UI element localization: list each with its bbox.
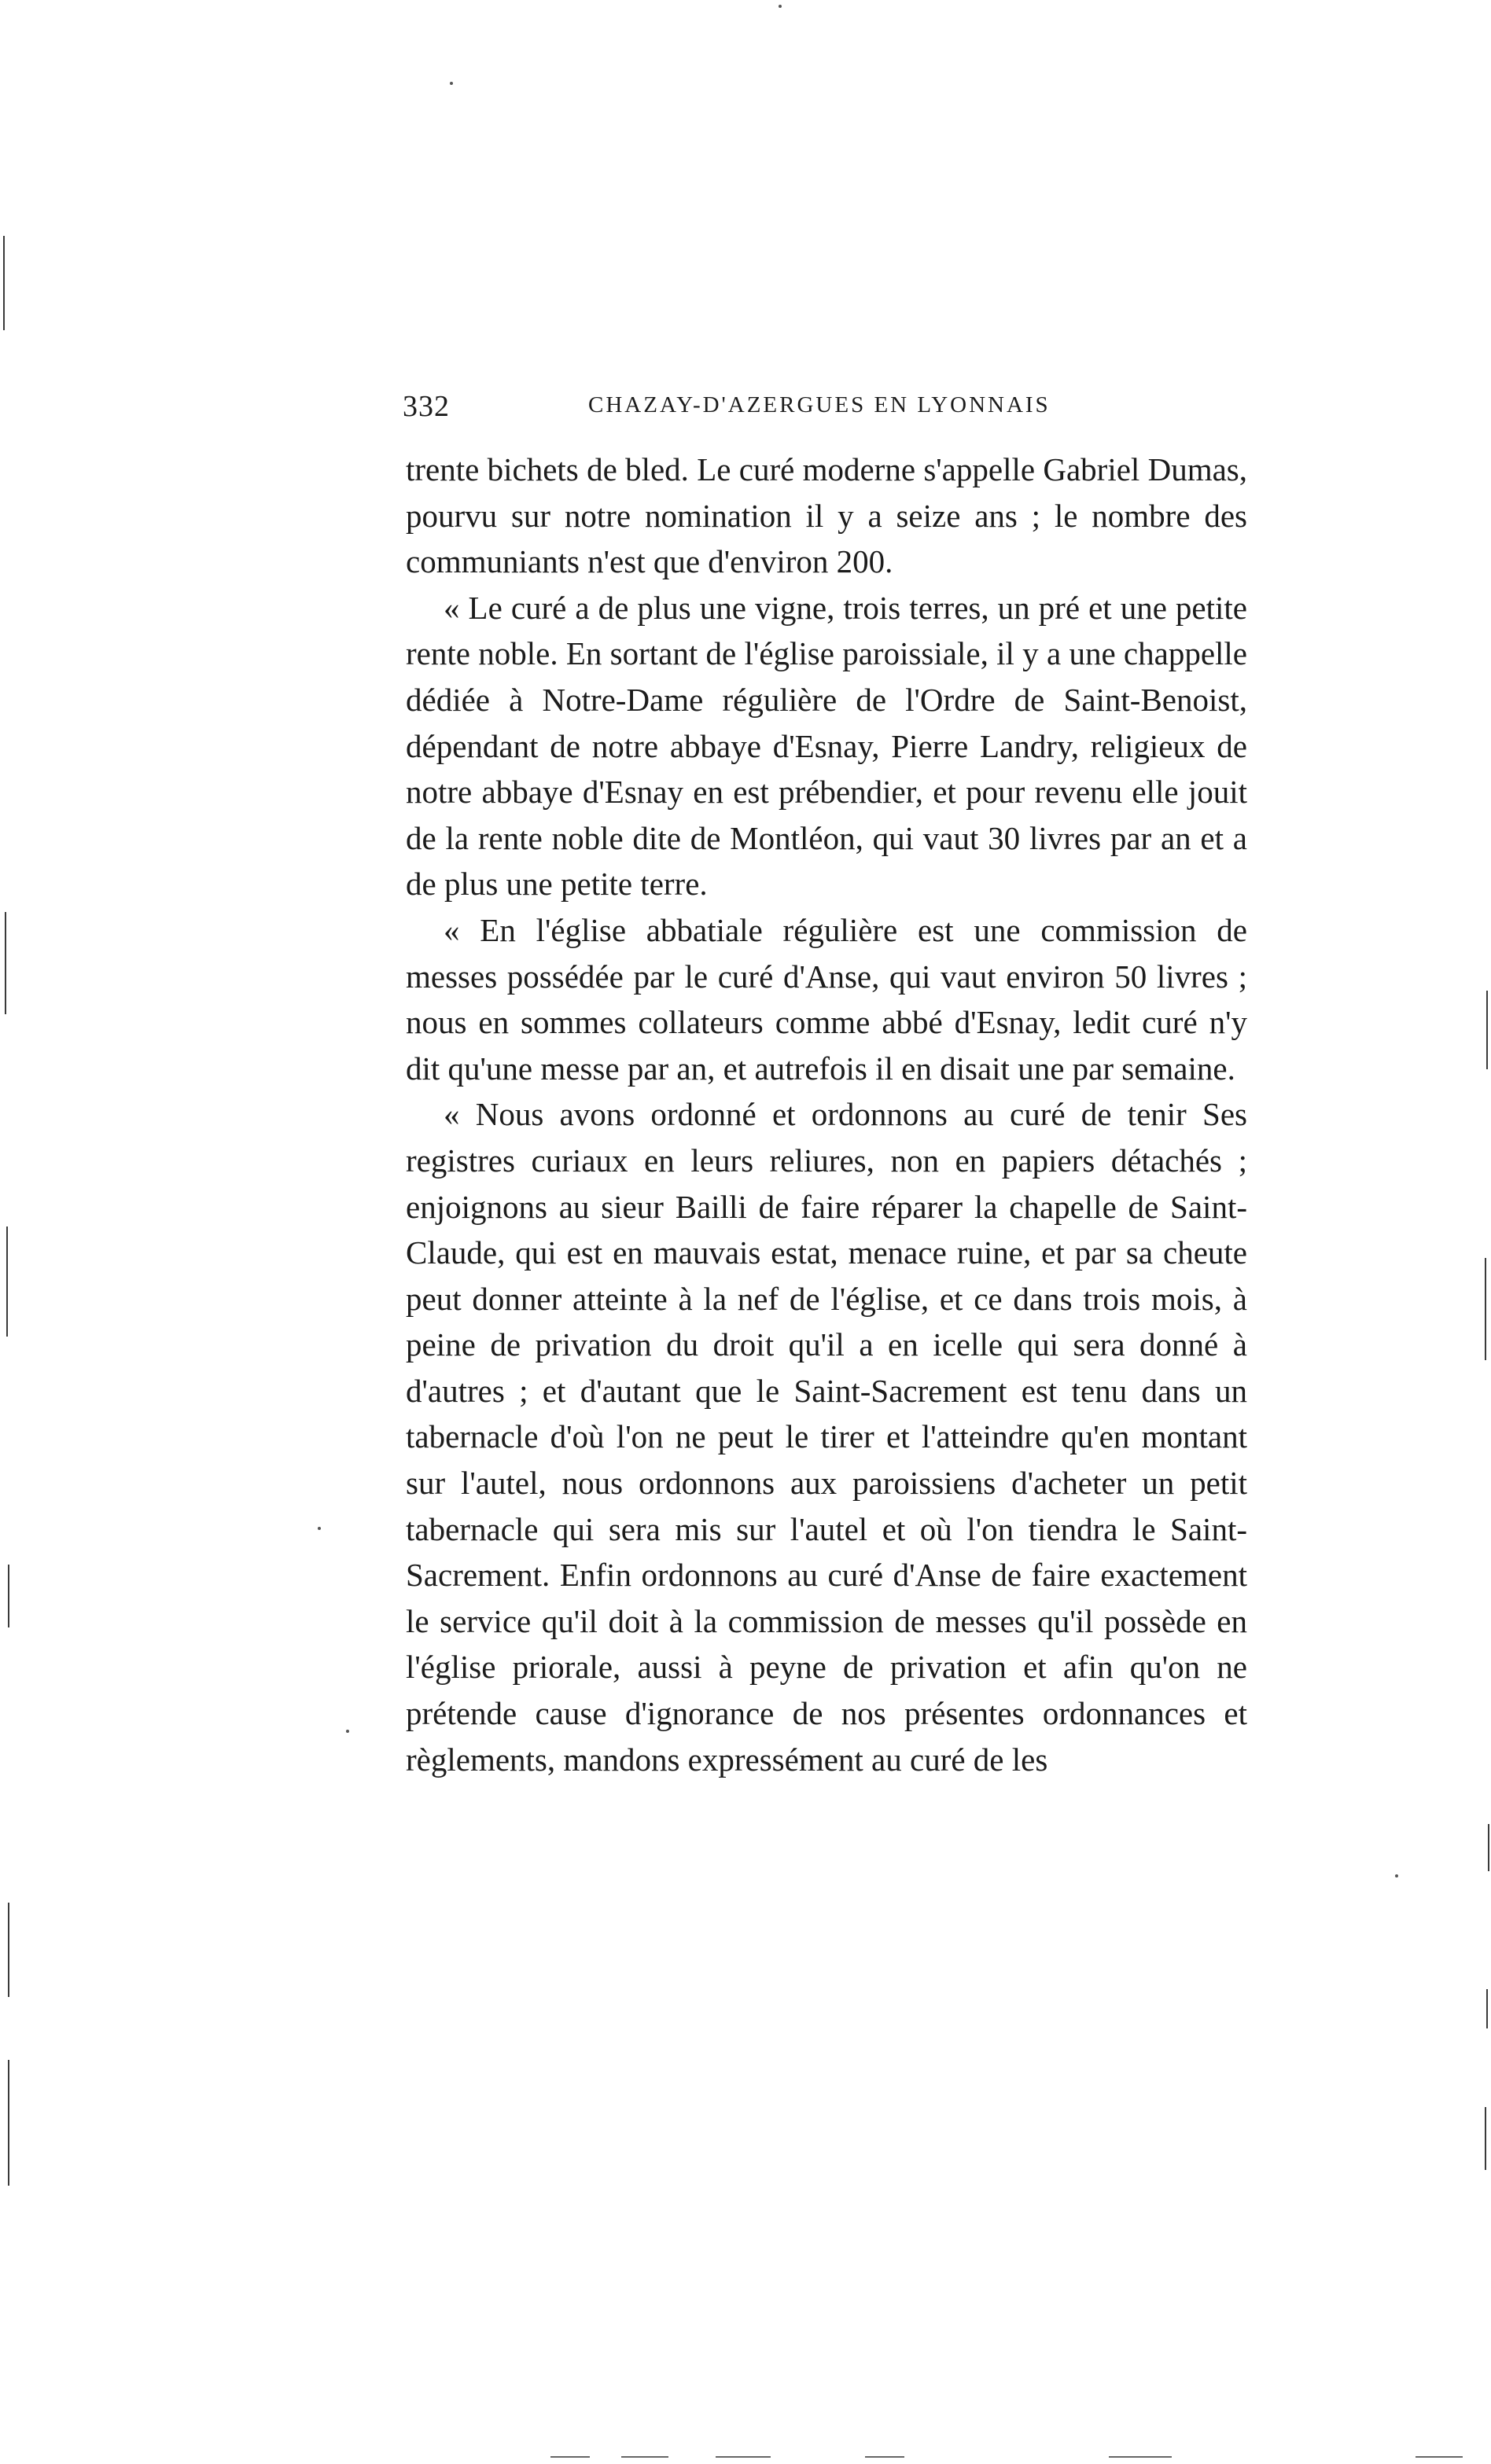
scan-speck bbox=[346, 1730, 349, 1733]
scan-margin-mark bbox=[8, 2060, 9, 2186]
scan-margin-mark bbox=[1486, 991, 1488, 1069]
paragraph-eglise-abbatiale: « En l'église abbatiale régulière est une commission de messes possédée par le curé d'Anse, qui vaut environ 50 livres ; nous en sommes collateurs comme abbé d'Esnay, ledit curé n'y dit qu'une messe par an, et autrefois il en disait une par semaine. bbox=[406, 911, 1247, 1087]
scan-bottom-rule bbox=[716, 2456, 771, 2458]
scan-margin-mark bbox=[6, 1226, 8, 1337]
running-head bbox=[403, 389, 1257, 433]
scan-margin-mark bbox=[1485, 1258, 1486, 1360]
scan-bottom-rule bbox=[1109, 2456, 1172, 2458]
scan-speck bbox=[1395, 1874, 1398, 1877]
scan-speck bbox=[779, 5, 782, 8]
scan-margin-mark bbox=[3, 236, 5, 330]
scan-bottom-rule bbox=[865, 2456, 904, 2458]
scan-speck bbox=[318, 1527, 321, 1530]
scan-margin-mark bbox=[8, 1565, 9, 1627]
scan-margin-mark bbox=[1488, 1824, 1489, 1871]
scan-speck bbox=[450, 82, 453, 85]
scan-bottom-rule bbox=[1416, 2456, 1463, 2458]
scan-margin-mark bbox=[8, 1903, 9, 1997]
paragraph-cure-vigne: « Le curé a de plus une vigne, trois terres, un pré et une petite rente noble. En sortant de l'église paroissiale, il y a une chappelle dédiée à Notre-Dame régulière de l'Ordre de Saint-Benoist, dépendant de notre abbaye d'Esnay, Pierre Landry, religieux de notre abbaye d'Esnay en est prébendier, et pour revenu elle jouit de la rente noble dite de Montléon, qui vaut 30 livres par an et a de plus une petite terre. bbox=[406, 589, 1247, 903]
paragraph-ordonnances: « Nous avons ordonné et ordonnons au curé de tenir Ses registres curiaux en leurs reliures, non en papiers détachés ; enjoignons au sieur Bailli de faire réparer la chapelle de Saint-Claude, qui est en mauvais estat, menace ruine, et par sa cheute peut donner atteinte à la nef de l'église, et ce dans trois mois, à peine de privation du droit qu'il a en icelle qui sera donné à d'autres ; et d'autant que le Saint-Sacrement est tenu dans un tabernacle d'où l'on ne peut le tirer et l'atteindre qu'en montant sur l'autel, nous ordonnons aux paroissiens d'acheter un petit tabernacle qui sera mis sur l'autel et où l'on tiendra le Saint-Sacrement. Enfin ordonnons au curé d'Anse de faire exactement le service qu'il doit à la commission de messes qu'il possède en l'église priorale, aussi à peyne de privation et afin qu'on ne prétende cause d'ignorance de nos présentes ordonnances et règlements, mandons expressément au curé de les bbox=[406, 1096, 1247, 1778]
running-title: CHAZAY-D'AZERGUES EN LYONNAIS bbox=[588, 392, 1051, 417]
page-number: 332 bbox=[403, 390, 450, 423]
scan-bottom-rule bbox=[550, 2456, 590, 2458]
scan-margin-mark bbox=[1486, 1989, 1488, 2028]
paragraph-continuation: trente bichets de bled. Le curé moderne s'appelle Gabriel Dumas, pourvu sur notre nomination il y a seize ans ; le nombre des communiants n'est que d'environ 200. bbox=[406, 451, 1247, 580]
scan-margin-mark bbox=[5, 912, 6, 1014]
body-text bbox=[406, 447, 1247, 1782]
scan-margin-mark bbox=[1485, 2107, 1486, 2170]
scan-bottom-rule bbox=[621, 2456, 668, 2458]
